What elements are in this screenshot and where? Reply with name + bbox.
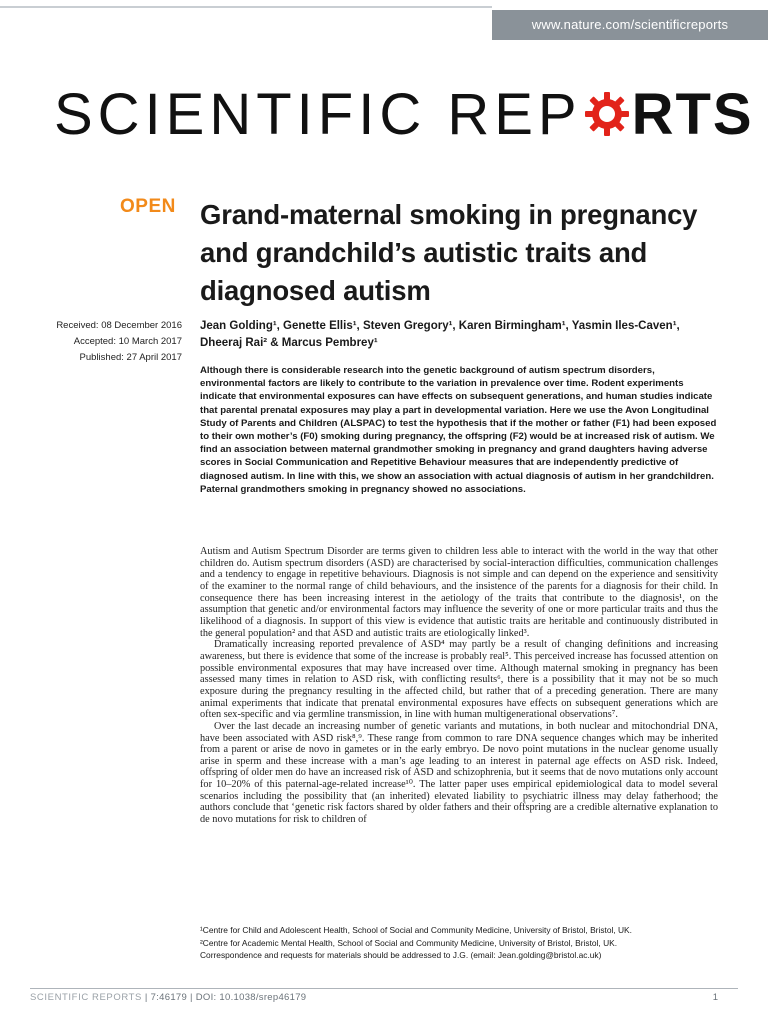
journal-url[interactable]: www.nature.com/scientificreports [492,10,768,40]
footer-doi[interactable]: DOI: 10.1038/srep46179 [195,992,307,1003]
gear-logo-icon [583,90,631,138]
affiliation-1: ¹Centre for Child and Adolescent Health, School of Social and Community Medicine, University of Bristol, Bristol, UK. [200,925,632,935]
affiliations [200,924,730,962]
page-number: 1 [712,992,718,1003]
abstract: Although there is considerable research into the genetic background of autism spectrum disorders, environmental factors are likely to contribute to the variation in prevalence over time. Rodent experiments indicate that environmental exposures can have effects on subsequent generations, and human studies indicate that parental prenatal exposures may play a part in developmental variation. Here we use the Avon Longitudinal Study of Parents and Children (ALSPAC) to test the hypothesis that if the mother or father (F1) had been exposed to their own mother’s (F0) smoking during pregnancy, the offspring (F2) would be at increased risk of autism. We find an association between maternal grandmother smoking in pregnancy and grand daughters having adverse scores in Social Communication and Repetitive Behaviour measures that are independently predictive of diagnosed autism. In line with this, we show an association with actual diagnosis of autism in her grandchildren. Paternal grandmothers smoking in pregnancy showed no associations. [200,365,717,495]
open-access-label: OPEN [120,196,176,217]
page-footer: SCIENTIFIC REPORTS | 7:46179 | DOI: 10.1038/srep46179 [30,992,307,1003]
masthead-right: RTS [631,82,754,147]
body-paragraph-1: Autism and Autism Spectrum Disorder are terms given to children less able to interact with the world in the way that other children do. Autism spectrum disorders (ASD) are characterised by social-interaction difficulties, communication challenges and a tendency to engage in repetitive behaviours. Diagnosis is not simple and can depend on the experience and sensitivity of the examiner to the normal range of child behaviours, and the insistence of the parents for a diagnosis for their child. In consequence there has been increasing interest in the aetiology of the traits that contribute to the diagnosis¹, on the assumption that genetic and/or environmental factors may influence the severity of one or more particular traits and thus the likelihood of a diagnosis. In support of this view is evidence that autistic traits are heritable and continuously distributed in the general population² and that ASD and autistic traits are etiologically linked³. [200,546,718,639]
article-body [200,546,718,826]
received-date: Received: 08 December 2016 [56,320,182,331]
correspondence-note: Correspondence and requests for materials should be addressed to J.G. (email: Jean.golding@bristol.ac.uk) [200,950,602,961]
author-list [200,318,720,352]
accepted-date: Accepted: 10 March 2017 [73,336,182,347]
body-paragraph-3: Over the last decade an increasing number of genetic variants and mutations, in both nuclear and mitochondrial DNA, have been associated with ASD risk⁸,⁹. These range from common to rare DNA sequence changes which may be inherited from a parent or arise de novo in gametes or in the early embryo. De novo point mutations in the nuclear genome usually arise in sperm and these increase with a man’s age leading to an interest in paternal age effects on ASD risk. Indeed, offspring of older men do have an increased risk of ASD and schizophrenia, but it seems that de novo mutations only account for 10–20% of this paternal-age-related increase¹⁰. The latter paper uses empirical epidemiological data to model several scenarios including the possibility that (an inherited) elevated liability to psychiatric illness may delay fatherhood; the authors conclude that ‘genetic risk factors shared by older fathers and their offspring are a credible alternative explanation to de novo mutations for risk to children of [200,720,718,826]
journal-masthead [54,80,754,150]
top-rule [0,6,492,8]
masthead-left: SCIENTIFIC REP [54,82,582,147]
published-date: Published: 27 April 2017 [79,352,182,363]
authors-line-2: Dheeraj Rai² & Marcus Pembrey¹ [200,337,378,349]
article-title: Grand-maternal smoking in pregnancy and grandchild’s autistic traits and diagnosed autism [200,199,698,306]
affiliation-2: ²Centre for Academic Mental Health, School of Social and Community Medicine, University of Bristol, Bristol, UK. [200,937,618,948]
article-dates [30,318,182,366]
authors-line-1: Jean Golding¹, Genette Ellis¹, Steven Gregory¹, Karen Birmingham¹, Yasmin Iles-Caven¹, [200,320,680,332]
footer-journal: SCIENTIFIC REPORTS [30,992,142,1003]
footer-rule [30,988,738,989]
footer-citation: 7:46179 [150,992,188,1003]
body-paragraph-2: Dramatically increasing reported prevalence of ASD⁴ may partly be a result of changing definitions and increasing awareness, but there is evidence that some of the increase is probably real⁵. This perceived increase has focussed attention on possible environmental exposures that may have increased over time. Although maternal smoking in pregnancy has been assessed many times in relation to ASD risk, with conflicting results⁶, there is a possibility that it may not be so much exposure during the pregnancy resulting in the affected child, but rather that of a preceding generation. There are many animal experiments that indicate that prenatal environmental exposures have effects on subsequent generations which are often sex-specific and via germline transmission, in line with human multigenerational observations⁷. [200,639,718,721]
